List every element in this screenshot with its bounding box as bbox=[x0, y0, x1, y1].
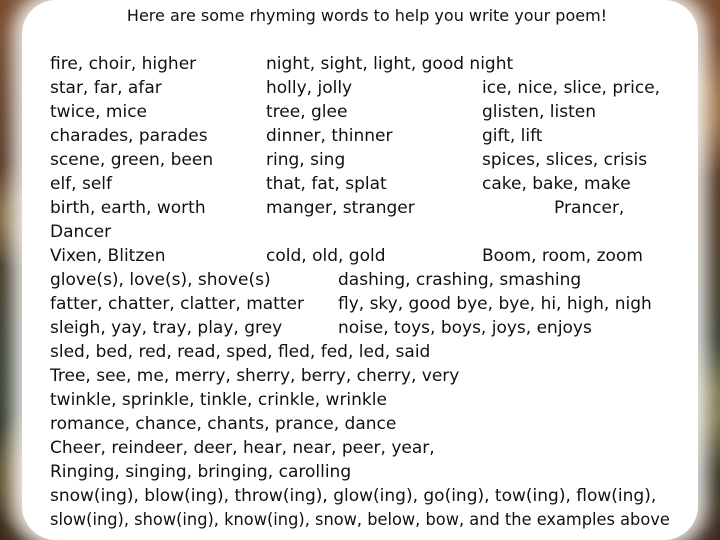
rhyme-line: fly, sky, good bye, bye, hi, high, nigh bbox=[338, 294, 652, 314]
rhyme-line: night, sight, light, good night bbox=[266, 54, 514, 74]
rhyme-line: fatter, chatter, clatter, matter bbox=[50, 294, 304, 314]
rhyme-line: sleigh, yay, tray, play, grey bbox=[50, 318, 283, 338]
rhyme-line: dinner, thinner bbox=[266, 126, 393, 146]
rhyme-line: slow(ing), show(ing), know(ing), snow, below, bow, and the examples above bbox=[50, 510, 670, 530]
rhyme-line: scene, green, been bbox=[50, 150, 214, 170]
rhyme-line: manger, stranger bbox=[266, 198, 415, 218]
rhyme-line: Ringing, singing, bringing, carolling bbox=[50, 462, 352, 482]
rhyme-line: tree, glee bbox=[266, 102, 348, 122]
rhyme-line: glove(s), love(s), shove(s) bbox=[50, 270, 271, 290]
page-title: Here are some rhyming words to help you write your poem! bbox=[126, 6, 608, 25]
rhyme-line: dashing, crashing, smashing bbox=[338, 270, 582, 290]
rhyme-line: cake, bake, make bbox=[482, 174, 631, 194]
rhyme-line: spices, slices, crisis bbox=[482, 150, 648, 170]
rhyme-line: twinkle, sprinkle, tinkle, crinkle, wrinkle bbox=[50, 390, 387, 410]
rhyme-line: charades, parades bbox=[50, 126, 208, 146]
rhyme-line: Vixen, Blitzen bbox=[50, 246, 166, 266]
rhyme-line: holly, jolly bbox=[266, 78, 353, 98]
rhyme-line: gift, lift bbox=[482, 126, 543, 146]
rhyme-line: snow(ing), blow(ing), throw(ing), glow(ing), go(ing), tow(ing), flow(ing), bbox=[50, 486, 657, 506]
rhyme-line: star, far, afar bbox=[50, 78, 162, 98]
rhyme-line: birth, earth, worth bbox=[50, 198, 206, 218]
rhyme-line: that, fat, splat bbox=[266, 174, 387, 194]
rhyme-line: Prancer, bbox=[554, 198, 625, 218]
rhyme-line: Dancer bbox=[50, 222, 112, 242]
rhyme-line: twice, mice bbox=[50, 102, 147, 122]
rhyme-line: ice, nice, slice, price, bbox=[482, 78, 661, 98]
rhyme-line: noise, toys, boys, joys, enjoys bbox=[338, 318, 592, 338]
rhyme-line: cold, old, gold bbox=[266, 246, 386, 266]
rhyme-line: ring, sing bbox=[266, 150, 346, 170]
rhyme-line: elf, self bbox=[50, 174, 112, 194]
rhyme-line: sled, bed, red, read, sped, fled, fed, led, said bbox=[50, 342, 431, 362]
rhyme-line: fire, choir, higher bbox=[50, 54, 197, 74]
rhyme-line: romance, chance, chants, prance, dance bbox=[50, 414, 397, 434]
rhyme-line: Tree, see, me, merry, sherry, berry, cherry, very bbox=[50, 366, 460, 386]
rhyme-line: glisten, listen bbox=[482, 102, 597, 122]
rhyme-line: Cheer, reindeer, deer, hear, near, peer, year, bbox=[50, 438, 435, 458]
rhyme-line: Boom, room, zoom bbox=[482, 246, 643, 266]
